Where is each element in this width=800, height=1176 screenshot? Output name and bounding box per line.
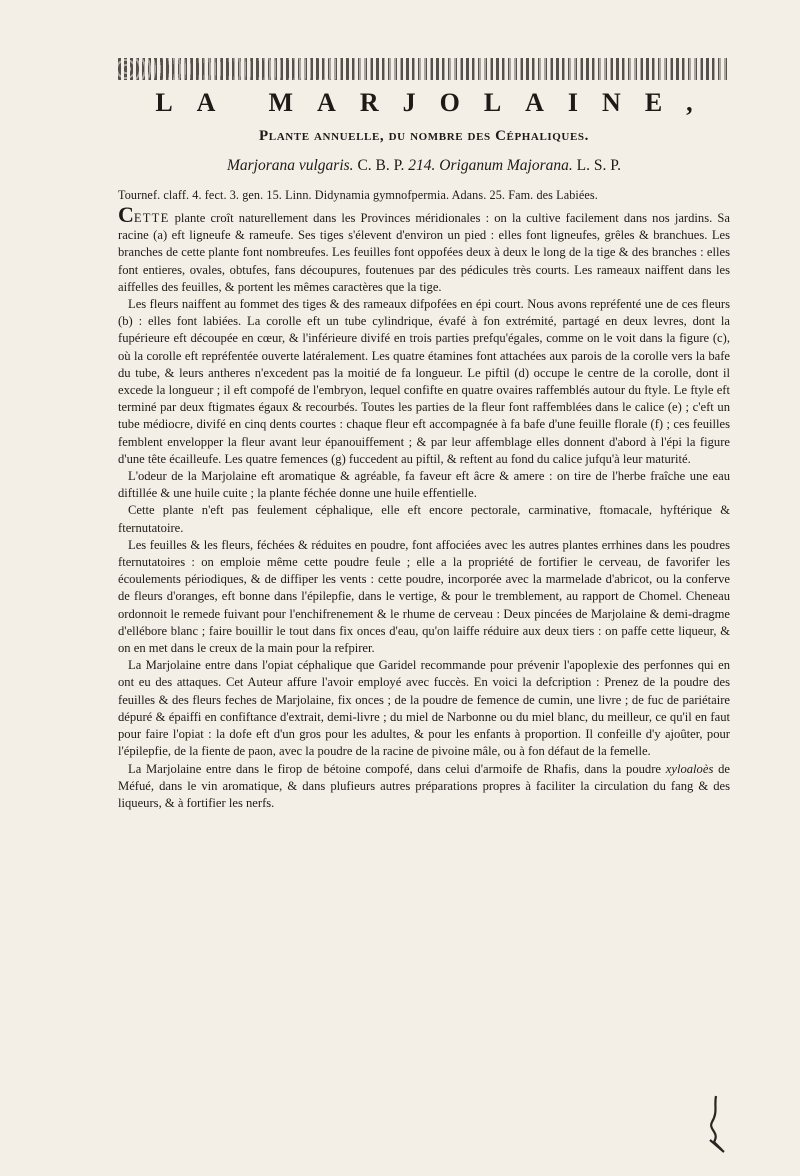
paragraph-2: Les fleurs naiffent au fommet des tiges & des rameaux difpofées en épi court. Nous avons repréfenté une de ces fleurs (b) : elles font labiées. La corolle eft un tube cylindrique, évafé à fon extrémité, partagé en deux levres, dont la fupérieure eft découpée en cœur, & l'inférieure divifé en trois parties prefqu'égales, comme on le voit dans la figure (c), où la corolle eft repréfentée ouverte latéralement. Les quatre étamines font attachées aux parois de la corolle vers la bafe du tube, & leurs antheres n'excedent pas la moitié de fa longueur. Le piftil (d) occupe le centre de la corolle, dont il excede la longueur ; il eft compofé de l'embryon, lequel confifte en quatre ovaires raffemblés autour du ftyle. Le ftyle eft terminé par deux ftigmates égaux & recourbés. Toutes les parties de la fleur font raffemblées dans le calice (e) ; c'eft un tube médiocre, divifé en cinq dents courtes : chaque fleur eft accompagnée à fa bafe d'une feuille florale (f) ; ces feuilles femblent envelopper la fleur avant leur épanouiffement ; & par leur affemblage elles donnent d'abord à l'épi la figure d'une tête écailleufe. Les quatre femences (g) fuccedent au piftil, & reftent au fond du calice jufqu'à leur maturité. bbox=[118, 297, 730, 466]
drop-cap: C bbox=[118, 202, 134, 227]
paragraph-7 bbox=[118, 761, 730, 813]
paragraph-7-italic: xyloaloès bbox=[665, 761, 714, 776]
paragraph-6: La Marjolaine entre dans l'opiat céphalique que Garidel recommande pour prévenir l'apoplexie des perfonnes qui en ont eu des attaques. Cet Auteur affure l'avoir employé avec fuccès. En voici la defcription : Prenez de la poudre des feuilles & des fleurs feches de Marjolaine, fix onces ; de la poudre de femence de cumin, une livre ; de fuc de pariétaire dépuré & épaiffi en confiftance d'extrait, demi-livre ; du miel de Narbonne ou du miel blanc, du meilleur, ce qu'il en faut pour faire l'opiat : la dofe eft d'un gros pour les adultes, & pour les enfants à proportion. Il confeille d'y ajoûter, pour l'épilepfie, de la fiente de paon, avec la poudre de la racine de pivoine mâle, ou à fon défaut de la femelle. bbox=[118, 658, 730, 759]
paragraph-7-text-a: La Marjolaine entre dans le firop de bétoine compofé, dans celui d'armoife de Rhafis, dans la poudre bbox=[128, 761, 662, 776]
handwritten-mark-icon bbox=[702, 1092, 728, 1154]
page-subtitle: Plante annuelle, du nombre des Céphaliques. bbox=[259, 128, 589, 144]
classification-line: Tournef. claff. 4. fect. 3. gen. 15. Linn. Didynamia gymnofpermia. Adans. 25. Fam. des Labiées. bbox=[118, 188, 598, 202]
latin-name-2: Origanum Majorana. bbox=[439, 157, 573, 174]
paragraph-5: Les feuilles & les fleurs, féchées & réduites en poudre, font affociées avec les autres plantes errhines dans les poudres fternutatoires : on emploie même cette poudre feule ; elle a la propriété de fortifier le cerveau, de favorifer les écoulements périodiques, & de diffiper les vents : cette poudre, incorporée avec la marmelade d'abricot, ou la conferve de fleurs d'oranges, eft bonne dans l'épilepfie, dans le vertige, & pour le tremblement, au rapport de Chomel. Cheneau ordonnoit le remede fuivant pour l'enchifrenement & le rhume de cerveau : Deux pincées de Marjolaine & demi-dragme d'ellébore blanc ; faire bouillir le tout dans fix onces d'eau, qu'on laiffe réduire aux deux tiers : on paffe cette liqueur, & on en met dans le creux de la main pour la refpirer. bbox=[118, 537, 730, 656]
paragraph-7-text-b: de Méfué, dans le vin aromatique, & dans plufieurs autres préparations propres à faciliter la circulation du fang & des liqueurs, & à fortifier les nerfs. bbox=[118, 761, 730, 810]
paragraph-1 bbox=[118, 202, 730, 296]
page-title: LA MARJOLAINE, bbox=[155, 88, 717, 117]
paragraph-1-lead: ETTE bbox=[133, 211, 170, 225]
latin-name-1: Marjorana vulgaris. bbox=[226, 157, 354, 174]
paragraph-1-text: plante croît naturellement dans les Provinces méridionales : on la cultive facilement dans nos jardins. Sa racine (a) eft ligneufe & rameufe. Ses tiges s'élevent d'environ un pied : elles font ligneufes, grêles & branchues. Les branches de cette plante font nombreufes. Les feuilles font oppofées deux à deux le long de la tige & des branches : elles font entieres, ovales, obtufes, fans découpures, foutenues par des pédicules très courts. Les rameaux naiffent dans les aiffelles des feuilles, & portent les mêmes caractères que la tige. bbox=[118, 211, 730, 294]
latin-ref-1: C. B. P. bbox=[357, 157, 405, 174]
latin-num-1: 214. bbox=[408, 157, 436, 174]
paragraph-3: L'odeur de la Marjolaine eft aromatique & agréable, fa faveur eft âcre & amere : on tire de l'herbe fraîche une eau diftillée & une huile cuite ; la plante féchée donne une huile effentielle. bbox=[118, 469, 730, 501]
latin-name-line bbox=[118, 157, 730, 175]
text-body bbox=[118, 202, 730, 812]
decorative-border-ornament bbox=[118, 58, 730, 80]
latin-ref-2: L. S. P. bbox=[576, 157, 622, 174]
paragraph-4: Cette plante n'eft pas feulement céphalique, elle eft encore pectorale, carminative, ftomacale, hyftérique & fternutatoire. bbox=[118, 503, 730, 535]
